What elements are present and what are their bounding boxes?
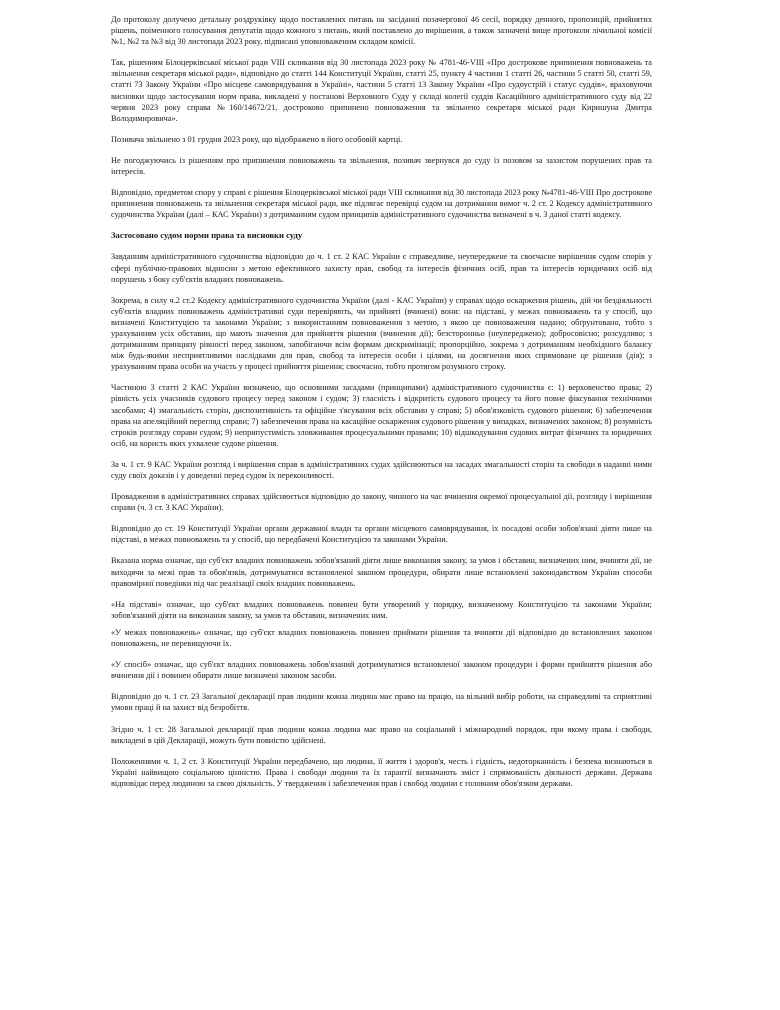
paragraph: Відповідно, предметом спору у справі є рішення Білоцерківської міської ради VIII скликання від 30 листопада 2023 року №4781-46-VIII Про дострокове припинення повноважень та звільнення секретаря міської ради, яке підлягає перевірці судом на дотримання вимог ч. 2 ст. 2 Кодексу адміністративного судочинства України (далі – КАС України) з дотриманням судом принципів адміністративного судочинства визначені в ч. 3 даної статті кодексу. — [111, 188, 652, 220]
paragraph: Частиною 3 статті 2 КАС України визначено, що основними засадами (принципами) адміністративного судочинства є: 1) верховенство права; 2) рівність усіх учасників судового процесу перед законом і судом; 3) гласність і відкритість судового процесу та його повне фіксування технічними засобами; 4) змагальність сторін, диспозитивність та офіційне з'ясування всіх обставин у справі; 5) обов'язковість судового рішення; 6) забезпечення права на апеляційний перегляд справи; 7) забезпечення права на касаційне оскарження судового рішення у випадках, визначених законом; 8) розумність строків розгляду справи судом; 9) неприпустимість зловживання процесуальними правами; 10) відшкодування судових витрат фізичних та юридичних осіб, на користь яких ухвалене судове рішення. — [111, 383, 652, 448]
paragraph: Позивача звільнено з 01 грудня 2023 року, що відображено в його особовій картці. — [111, 134, 403, 144]
paragraph: «На підставі» означає, що суб'єкт владних повноважень повинен бути утворений у порядку, визначеному Конституцією та законами України; зобов'язаний діяти на виконання закону, за умов та обставин, визначених ним. — [111, 599, 652, 620]
document-body — [111, 14, 652, 799]
paragraph: Завданням адміністративного судочинства відповідно до ч. 1 ст. 2 КАС України є справедливе, неупереджене та своєчасне вирішення судом спорів у сфері публічно-правових відносин з метою ефективного захисту прав, свобод та інтересів фізичних осіб, прав та інтересів юридичних осіб від порушень з боку суб'єктів владних повноважень. — [111, 252, 652, 284]
paragraph: До протоколу долучено детальну роздруківку щодо поставлених питань на засіданні позачергової 46 сесії, порядку денного, пропозицій, прийнятих рішень, поіменного голосування депутатів щодо кожного з питань, який поставлено до вирішення, а також зазначені вище протоколи лічильної комісії №1, №2 та №3 від 30 листопада 2023 року, підписані уповноваженим складом комісії. — [111, 15, 652, 47]
paragraph: Зокрема, в силу ч.2 ст.2 Кодексу адміністративного судочинства України (далі - КАС України) у справах щодо оскарження рішень, дій чи бездіяльності суб'єктів владних повноважень адміністративні суди перевіряють, чи прийняті (вчинені) вони: на підставі, у межах повноважень та у спосіб, що визначені Конституцією та законами України; з використанням повноваження з метою, з якою це повноваження надано; обґрунтовано, тобто з урахуванням усіх обставин, що мають значення для прийняття рішення (вчинення дії); безсторонньо (неупереджено); добросовісно; розсудливо; з дотриманням принципу рівності перед законом, запобігаючи всім формам дискримінації; пропорційно, зокрема з дотриманням необхідного балансу між будь-якими несприятливими наслідками для прав, свобод та інтересів особи і цілями, на досягнення яких спрямоване це рішення (дія); з урахуванням права особи на участь у процесі прийняття рішення; своєчасно, тобто протягом розумного строку. — [111, 295, 652, 372]
paragraph: Згідно ч. 1 ст. 28 Загальної декларації прав людини кожна людина має право на соціальний і міжнародний порядок, при якому права і свободи, викладені в цій Декларації, можуть бути повністю здійснені. — [111, 724, 652, 745]
paragraph: Провадження в адміністративних справах здійснюється відповідно до закону, чинного на час вчинення окремої процесуальної дії, розгляду і вирішення справи (ч. 3 ст. 3 КАС України). — [111, 492, 652, 513]
paragraph: «У спосіб» означає, що суб'єкт владних повноважень зобов'язаний дотримуватися встановленої законом процедури і форми прийняття рішення або вчинення дії і повинен обирати лише визначені законом засоби. — [111, 660, 652, 681]
paragraph: Так, рішенням Білоцерківської міської ради VIII скликання від 30 листопада 2023 року № 4781-46-VIII «Про дострокове припинення повноважень та звільнення секретаря міської ради», відповідно до статті 144 Конституції України, статті 25, пункту 4 частини 1 статті 26, частини 5 статті 50, статті 59, статті 73 Закону України «Про місцеве самоврядування в Україні», частини 5 статті 13 Закону України «Про судоустрій і статус суддів», враховуючи висновки щодо застосування норм права, викладені у постанові Верховного Суду у складі колегії суддів Касаційного адміністративного суду від 22 червня 2023 року справа №160/14672/21, достроково припинено повноваження та звільнено секретаря міської ради Киришуна Дмитра Володимировича». — [111, 58, 652, 123]
paragraph: Не погоджуючись із рішенням про припинення повноважень та звільнення, позивач звернувся до суду із позовом за захистом порушених прав та інтересів. — [111, 155, 652, 177]
section-heading: Застосовано судом норми права та висновки суду — [111, 230, 303, 241]
paragraph: Положеннями ч. 1, 2 ст. 3 Конституції України передбачено, що людина, її життя і здоров'я, честь і гідність, недоторканність і безпека визнаються в Україні найвищою соціальною цінністю. Права і свободи людини та їх гарантії визначають зміст і спрямованість діяльності держави. Держава відповідає перед людиною за свою діяльність. У твердження і забезпечення прав і свобод людини є головним обов'язком держави. — [111, 756, 652, 788]
paragraph: Вказана норма означає, що суб'єкт владних повноважень зобов'язаний діяти лише виконання закону, за умов і обставин, визначених ним, вчиняти дії, не виходячи за межі прав та обов'язків, дотримуватися встановленої законом процедури, обирати лише встановлені законодавством України способи правомірної поведінки під час реалізації своїх владних повноважень. — [111, 556, 652, 588]
paragraph: За ч. 1 ст. 9 КАС України розгляд і вирішення справ в адміністративних судах здійснюються на засадах змагальності сторін та свободи в наданні ними суду своїх доказів і у доведенні перед судом їх переконливості. — [111, 459, 652, 480]
paragraph: «У межах повноважень» означає, що суб'єкт владних повноважень повинен приймати рішення та вчиняти дії відповідно до встановлених законом повноважень, не перевищуючи їх. — [111, 627, 652, 649]
paragraph: Відповідно до ст. 19 Конституції України органи державної влади та органи місцевого самоврядування, їх посадові особи зобов'язані діяти лише на підставі, в межах повноважень та у спосіб, що передбачені Конституцією та законами України. — [111, 524, 652, 545]
paragraph: Відповідно до ч. 1 ст. 23 Загальної декларації прав людини кожна людина має право на працю, на вільний вибір роботи, на справедливі та сприятливі умови праці й на захист від безробіття. — [111, 692, 652, 713]
